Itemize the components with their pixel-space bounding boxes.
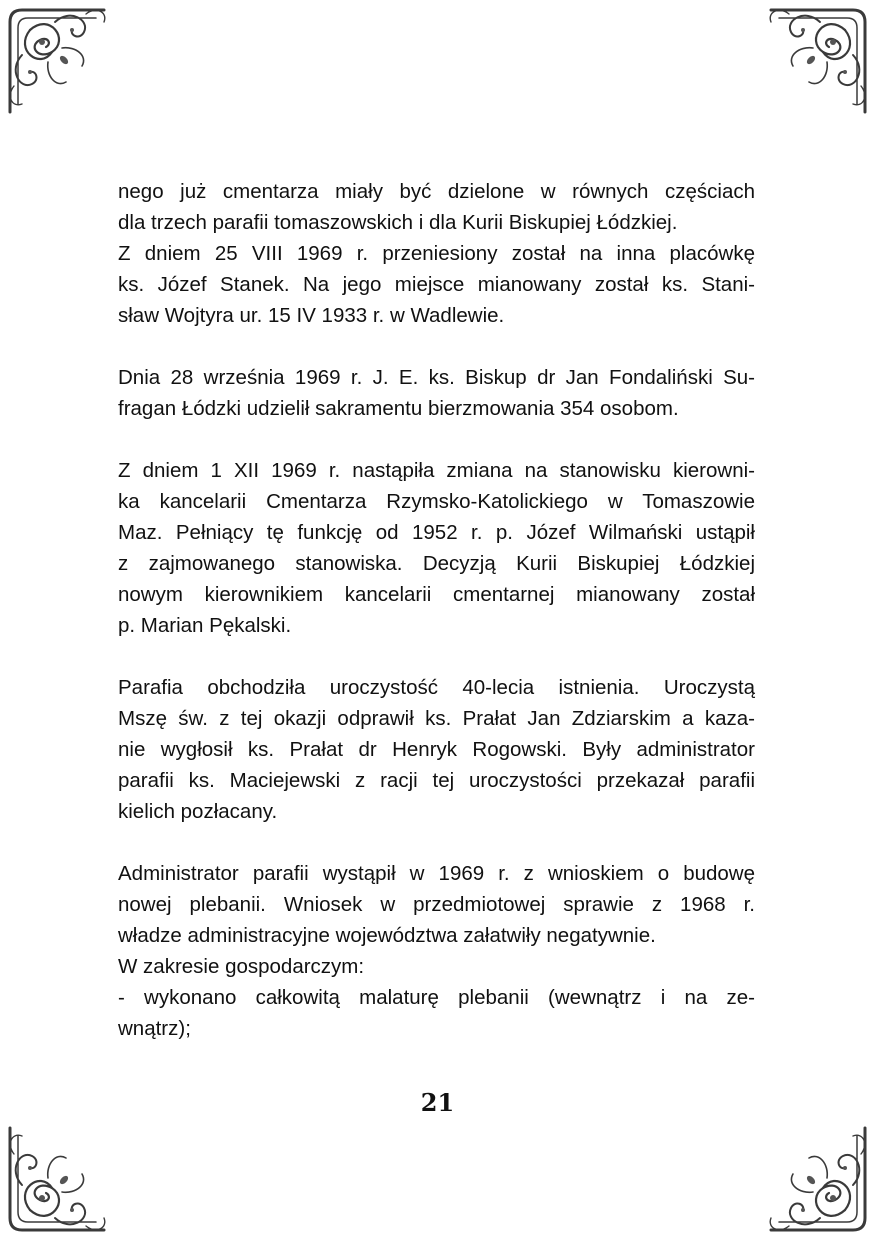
- text-line: fragan Łódzki udzielił sakramentu bierzmowania 354 osobom.: [118, 397, 679, 420]
- text-line: nowym kierownikiem kancelarii cmentarnej mianowany został: [118, 583, 755, 606]
- paragraph: [118, 858, 755, 1044]
- paragraph: [118, 672, 755, 827]
- text-line: władze administracyjne województwa załatwiły negatywnie.: [118, 924, 656, 947]
- text-line: nego już cmentarza miały być dzielone w równych częściach: [118, 180, 755, 203]
- corner-ornament-icon: [763, 1120, 875, 1240]
- text-line: ka kancelarii Cmentarza Rzymsko-Katolickiego w Tomaszowie: [118, 490, 755, 513]
- text-line: z zajmowanego stanowiska. Decyzją Kurii Biskupiej Łódzkiej: [118, 552, 755, 575]
- text-line: dla trzech parafii tomaszowskich i dla Kurii Biskupiej Łódzkiej.: [118, 211, 678, 234]
- paragraph: [118, 176, 755, 331]
- text-line: W zakresie gospodarczym:: [118, 955, 365, 978]
- text-line: Mszę św. z tej okazji odprawił ks. Prałat Jan Zdziarskim a kaza-: [118, 707, 755, 730]
- page-number: 21: [420, 1088, 455, 1117]
- text-line: nie wygłosił ks. Prałat dr Henryk Rogowski. Były administrator: [118, 738, 755, 761]
- text-line: kielich pozłacany.: [118, 800, 278, 823]
- text-line: Z dniem 1 XII 1969 r. nastąpiła zmiana na stanowisku kierowni-: [118, 459, 755, 482]
- text-line: Administrator parafii wystąpił w 1969 r. z wnioskiem o budowę: [118, 862, 755, 885]
- text-line: p. Marian Pękalski.: [118, 614, 292, 637]
- text-line: Parafia obchodziła uroczystość 40-lecia istnienia. Uroczystą: [118, 676, 755, 699]
- corner-ornament-icon: [0, 0, 112, 120]
- text-line: ks. Józef Stanek. Na jego miejsce mianowany został ks. Stani-: [118, 273, 755, 296]
- text-line: Dnia 28 września 1969 r. J. E. ks. Biskup dr Jan Fondaliński Su-: [118, 366, 755, 389]
- text-line: nowej plebanii. Wniosek w przedmiotowej sprawie z 1968 r.: [118, 893, 755, 916]
- text-line: Z dniem 25 VIII 1969 r. przeniesiony został na inna placówkę: [118, 242, 755, 265]
- body-text: [118, 176, 755, 1044]
- paragraph: [118, 362, 755, 424]
- paragraph: [118, 455, 755, 641]
- text-line: Maz. Pełniący tę funkcję od 1952 r. p. Józef Wilmański ustąpił: [118, 521, 755, 544]
- text-line: wnątrz);: [118, 1017, 191, 1040]
- text-line: parafii ks. Maciejewski z racji tej uroczystości przekazał parafii: [118, 769, 755, 792]
- corner-ornament-icon: [763, 0, 875, 120]
- corner-ornament-icon: [0, 1120, 112, 1240]
- text-line: - wykonano całkowitą malaturę plebanii (wewnątrz i na ze-: [118, 986, 755, 1009]
- text-line: sław Wojtyra ur. 15 IV 1933 r. w Wadlewie.: [118, 304, 505, 327]
